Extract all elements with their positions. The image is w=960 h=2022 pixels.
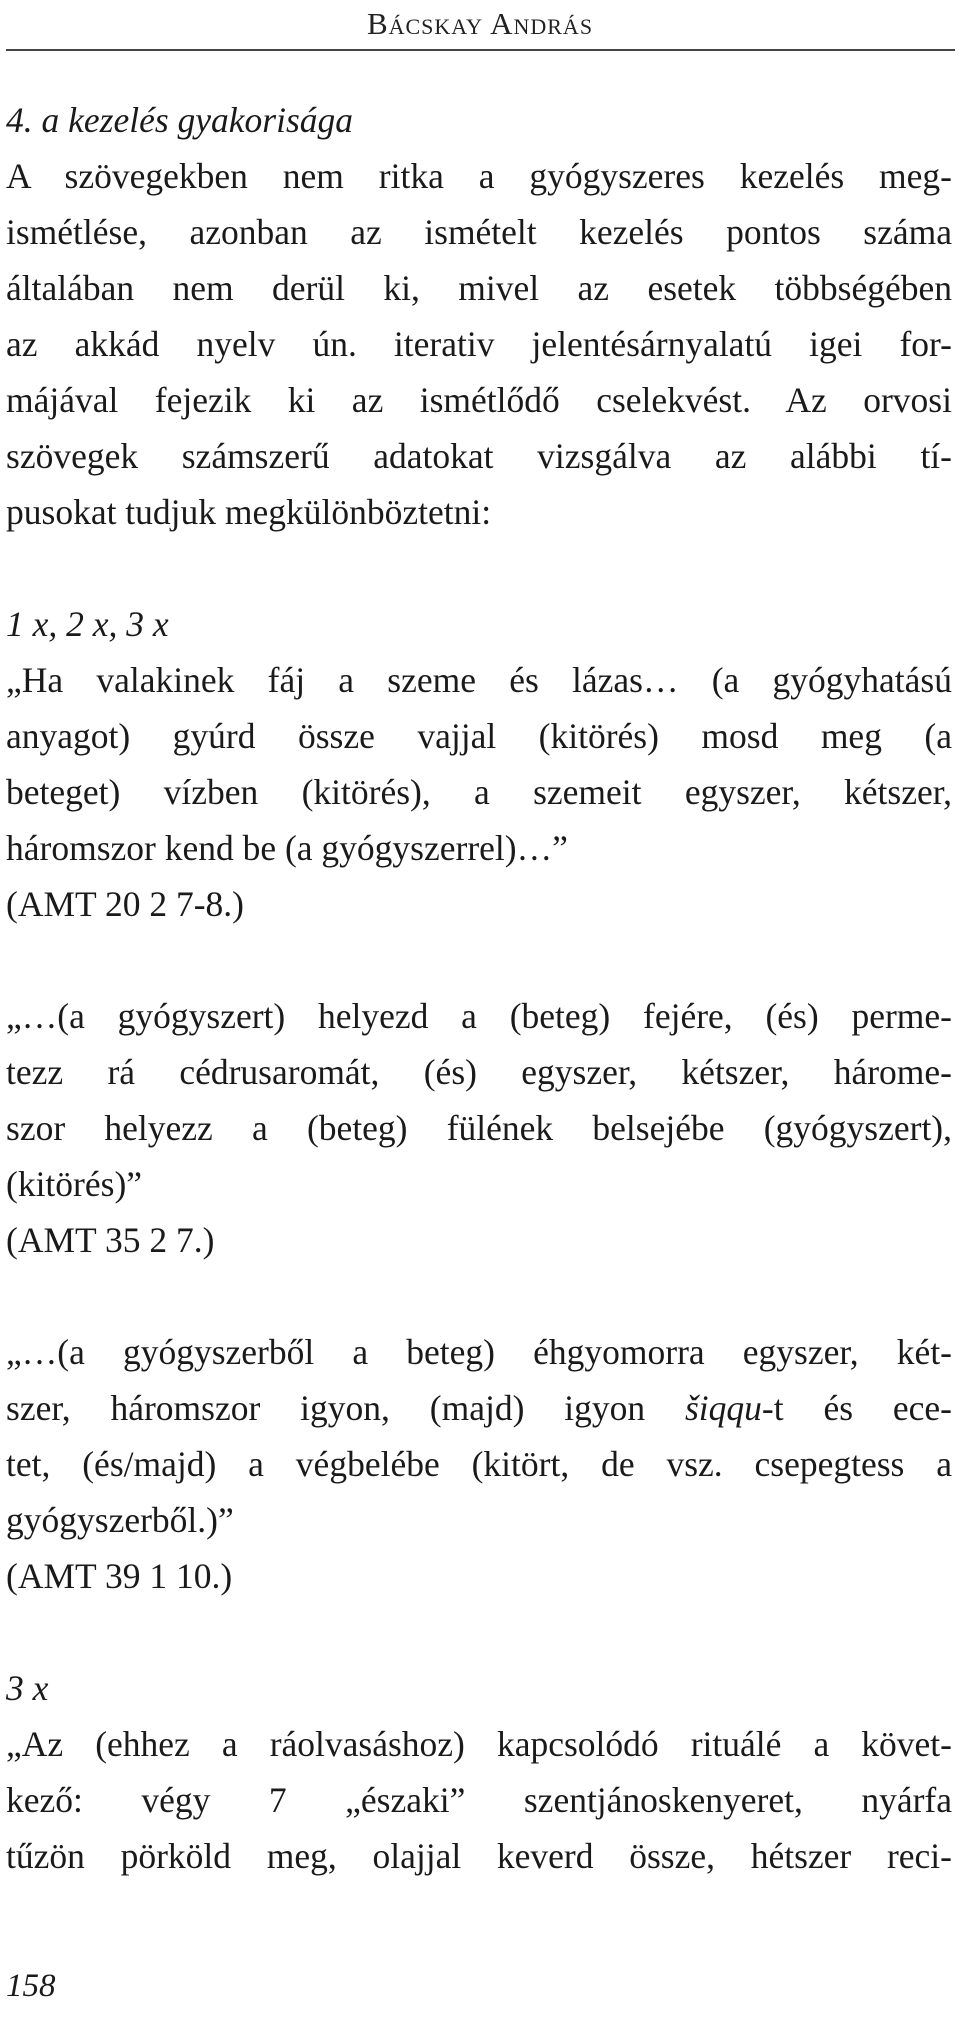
paragraph-line: pusokat tudjuk megkülönböztetni: <box>6 492 492 532</box>
quote-text: szer, háromszor igyon, (majd) igyon <box>6 1388 685 1428</box>
citation: (AMT 35 2 7.) <box>6 1220 215 1260</box>
quote-line: anyagot) gyúrd össze vajjal (kitörés) mosd meg (a <box>6 716 952 756</box>
quote-line: „…(a gyógyszert) helyezd a (beteg) fejére, (és) perme- <box>6 996 952 1036</box>
quote-line: kező: végy 7 „északi” szentjánoskenyeret, nyárfa <box>6 1780 952 1820</box>
quote-line: beteget) vízben (kitörés), a szemeit egyszer, kétszer, <box>6 772 952 812</box>
quote-line: háromszor kend be (a gyógyszerrel)…” <box>6 828 568 868</box>
spacer <box>6 1604 952 1660</box>
quote-line: „Az (ehhez a ráolvasáshoz) kapcsolódó rituálé a követ- <box>6 1724 952 1764</box>
spacer <box>6 540 952 596</box>
quote-line: gyógyszerből.)” <box>6 1500 234 1540</box>
paragraph-line: általában nem derül ki, mivel az esetek többségében <box>6 268 952 308</box>
quote-line <box>6 1380 952 1436</box>
paragraph-line: májával fejezik ki az ismétlődő cselekvést. Az orvosi <box>6 380 952 420</box>
body-text <box>6 92 952 1884</box>
spacer <box>6 932 952 988</box>
quote-line: tűzön pörköld meg, olajjal keverd össze, hétszer reci- <box>6 1836 952 1876</box>
page-number: 158 <box>6 1968 56 2004</box>
paragraph-line: szövegek számszerű adatokat vizsgálva az alábbi tí- <box>6 436 952 476</box>
running-head: Bácskay András <box>366 6 594 41</box>
quote-line: tet, (és/majd) a végbelébe (kitört, de vsz. csepegtess a <box>6 1444 952 1484</box>
quote-line: (kitörés)” <box>6 1164 143 1204</box>
quote-line: „…(a gyógyszerből a beteg) éhgyomorra egyszer, két- <box>6 1332 952 1372</box>
subheading: 1 x, 2 x, 3 x <box>6 604 169 644</box>
spacer <box>6 1268 952 1324</box>
subheading: 3 x <box>6 1668 49 1708</box>
paragraph-line: ismétlése, azonban az ismételt kezelés pontos száma <box>6 212 952 252</box>
akkadian-term: šiqqu <box>684 1388 762 1428</box>
quote-line: szor helyezz a (beteg) fülének belsejébe (gyógyszert), <box>6 1108 952 1148</box>
paragraph-line: A szövegekben nem ritka a gyógyszeres kezelés meg- <box>6 156 952 196</box>
quote-line: tezz rá cédrusaromát, (és) egyszer, kétszer, hárome- <box>6 1052 952 1092</box>
citation: (AMT 20 2 7-8.) <box>6 884 244 924</box>
section-heading: 4. a kezelés gyakorisága <box>6 100 354 140</box>
quote-line: „Ha valakinek fáj a szeme és lázas… (a gyógyhatású <box>6 660 952 700</box>
paragraph-line: az akkád nyelv ún. iterativ jelentésárnyalatú igei for- <box>6 324 952 364</box>
quote-text: -t és ece- <box>761 1388 952 1428</box>
header-rule <box>6 49 955 51</box>
citation: (AMT 39 1 10.) <box>6 1556 233 1596</box>
